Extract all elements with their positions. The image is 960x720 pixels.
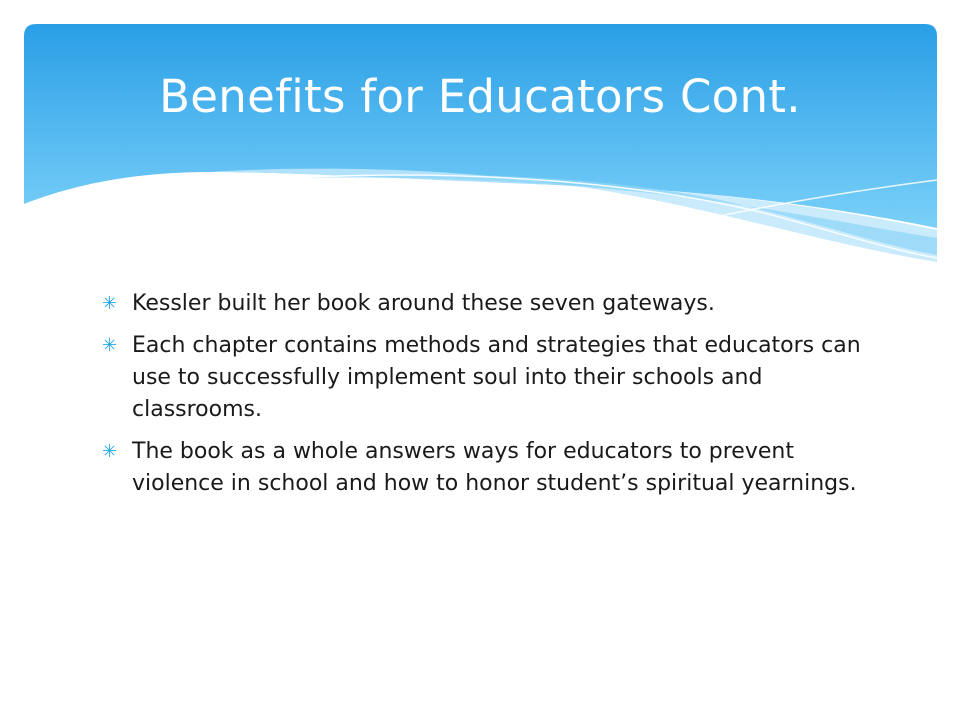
bullet-item bbox=[100, 330, 890, 426]
asterisk-bullet-icon: ✳ bbox=[102, 441, 118, 462]
asterisk-bullet-icon: ✳ bbox=[102, 293, 118, 314]
header-wave-banner bbox=[0, 0, 960, 280]
slide-content bbox=[100, 288, 890, 510]
bullet-text: Kessler built her book around these seven gateways. bbox=[132, 291, 715, 316]
bullet-text: The book as a whole answers ways for educators to prevent violence in school and how to honor student’s spiritual yearnings. bbox=[132, 439, 857, 496]
asterisk-bullet-icon: ✳ bbox=[102, 335, 118, 356]
header-band-fill bbox=[24, 24, 937, 228]
bullet-text: Each chapter contains methods and strategies that educators can use to successfully implement soul into their schools and classrooms. bbox=[132, 333, 861, 422]
bullet-item bbox=[100, 288, 890, 320]
bullet-list bbox=[100, 288, 890, 500]
bullet-item bbox=[100, 436, 890, 500]
slide-title: Benefits for Educators Cont. bbox=[159, 70, 801, 123]
